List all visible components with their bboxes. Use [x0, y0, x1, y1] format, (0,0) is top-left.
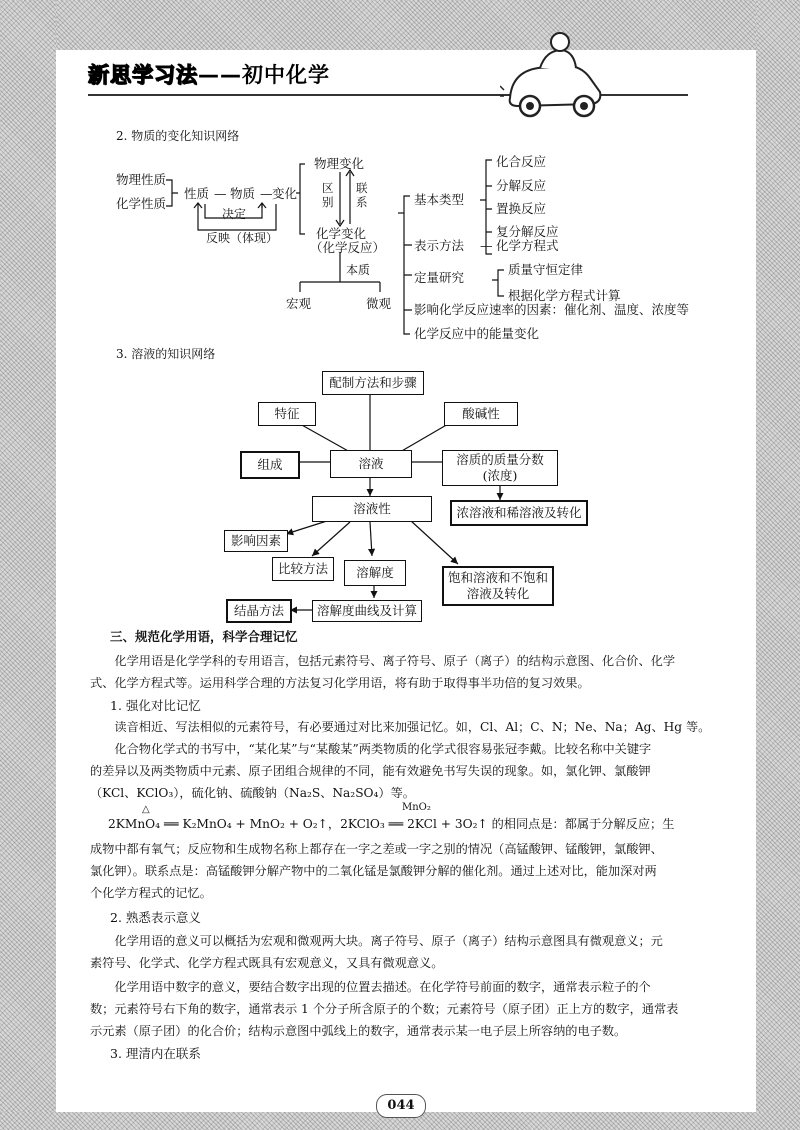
p3-line-2: 氯化钾）。联系点是：高锰酸钾分解产物中的二氧化锰是氯酸钾分解的催化剂。通过上述对比，能加深对两: [90, 864, 657, 878]
sub2-heading: 2. 熟悉表示意义: [110, 910, 201, 925]
header-title-part-a: 新思: [88, 63, 132, 87]
physical-change-node: 物理变化: [314, 156, 365, 171]
factors-box: 影响因素: [224, 530, 288, 552]
saturated-line-1: 饱和溶液和不饱和: [447, 570, 548, 585]
chemical-property-label: 化学性质: [116, 196, 167, 211]
p3-line-1: 成物中都有氧气；反应物和生成物名称上都存在一字之差或一字之别的情况（高锰酸钾、锰酸钾，氯酸钾、: [90, 842, 663, 856]
energy-change-node: 化学反应中的能量变化: [414, 326, 540, 341]
double-decomposition-reaction: 复分解反应: [496, 224, 559, 239]
section2-heading: 2. 物质的变化知识网络: [116, 129, 240, 143]
p2-paragraph: [90, 738, 730, 804]
compare-method-box: 比较方法: [272, 557, 334, 581]
chemical-change-node: 化学变化: [316, 226, 367, 241]
solution-box: 溶液: [330, 450, 412, 478]
displacement-reaction: 置换反应: [496, 201, 547, 216]
curve-calc-box: 溶解度曲线及计算: [312, 600, 422, 622]
essence-label: 本质: [346, 263, 371, 277]
physical-property-label: 物理性质: [116, 172, 167, 187]
p4-line-1: 化学用语的意义可以概括为宏观和微观两大块。离子符号、原子（离子）结构示意图具有微观意义；元: [114, 934, 663, 948]
header-title-part-b: 学习法: [132, 63, 198, 87]
solubility-property-box: 溶液性: [312, 496, 432, 522]
micro-label: 微观: [366, 296, 392, 311]
intro-line-1: 化学用语是化学学科的专用语言，包括元素符号、离子符号、原子（离子）的结构示意图、化合价、化学: [114, 654, 676, 668]
sub1-heading: 1. 强化对比记忆: [110, 698, 201, 713]
part3-heading: 三、规范化学用语，科学合理记忆: [110, 629, 298, 644]
saturated-line-2: 溶液及转化: [466, 586, 530, 601]
distinguish-char-2: 别: [322, 195, 334, 209]
relation-char-1: 联: [356, 181, 368, 195]
p2-line-1: 化合物化学式的书写中，“某化某”与“某酸某”两类物质的化学式很容易张冠李戴。比较名称中关键字: [114, 742, 652, 756]
combination-reaction: 化合反应: [496, 154, 547, 169]
change-node: 变化: [272, 186, 298, 201]
intro-line-2: 式、化学方程式等。运用科学合理的方法复习化学用语，将有助于取得事半功倍的复习效果。: [90, 676, 590, 690]
p2-line-3: （KCl、KClO₃），硫化钠、硫酸钠（Na₂S、Na₂SO₄）等。: [90, 786, 415, 800]
p4-line-2: 素符号、化学式、化学方程式既具有宏观意义，又具有微观意义。: [90, 956, 444, 970]
p3-paragraph: [90, 838, 730, 904]
p3-line-3: 个化学方程式的记忆。: [90, 886, 212, 900]
property-node: 性质: [184, 186, 210, 201]
intro-paragraph: [90, 650, 730, 694]
expression-node: 表示方法: [414, 238, 465, 253]
p4-paragraph: [90, 930, 730, 974]
header-title-part-c: 初中化学: [242, 63, 330, 87]
chain-dash-1: —: [214, 186, 227, 201]
section3-heading: 3. 溶液的知识网络: [116, 347, 216, 361]
feature-box: 特征: [258, 402, 316, 426]
rate-factors-node: 影响化学反应速率的因素：催化剂、温度、浓度等: [414, 302, 690, 317]
acid-base-box: 酸碱性: [444, 402, 518, 426]
chemical-equation-node: 化学方程式: [496, 238, 559, 253]
p1-paragraph: 读音相近、写法相似的元素符号，有必要通过对比来加强记忆。如，Cl、Al；C、N；Ne、Na；Ag、Hg 等。: [114, 720, 711, 734]
crystal-method-box: 结晶方法: [226, 599, 292, 623]
conservation-law-node: 质量守恒定律: [508, 262, 584, 277]
saturated-box: [442, 566, 554, 606]
quantitative-node: 定量研究: [414, 270, 465, 285]
p2-line-2: 的差异以及两类物质中元素、原子团组合规律的不同，能有效避免书写失误的现象。如，氯化钾、氯酸钾: [90, 764, 651, 778]
p5-paragraph: [90, 976, 730, 1042]
macro-label: 宏观: [286, 296, 312, 311]
equation-calculation-node: 根据化学方程式计算: [508, 288, 621, 303]
relation-char-2: 系: [356, 195, 368, 209]
decide-label: 决定: [222, 207, 247, 221]
p5-line-2: 数；元素符号右下角的数字，通常表示 1 个分子所含原子的个数；元素符号（原子团）正上方的数字，通常表: [90, 1002, 679, 1016]
reflect-label: 反映（体现）: [206, 231, 279, 245]
header-title-dash: ——: [198, 63, 242, 87]
composition-box: 组成: [240, 451, 300, 479]
basic-types-node: 基本类型: [414, 192, 465, 207]
mass-fraction-box: [442, 450, 558, 486]
mass-fraction-label: 溶质的质量分数: [456, 452, 544, 467]
eq-delta-mark: △: [142, 804, 150, 815]
substance-node: 物质: [230, 186, 256, 201]
chain-dash-2: —: [260, 186, 273, 201]
p5-line-1: 化学用语中数字的意义，要结合数字出现的位置去描述。在化学符号前面的数字，通常表示粒子的个: [114, 980, 651, 994]
distinguish-char-1: 区: [322, 181, 334, 195]
conc-dilute-box: 浓溶液和稀溶液及转化: [450, 500, 588, 526]
solubility-box: 溶解度: [344, 560, 406, 586]
page-number: 044: [376, 1094, 426, 1118]
p5-line-3: 示元素（原子团）的化合价；结构示意图中弧线上的数字，通常表示某一电子层上所容纳的电子数。: [90, 1024, 627, 1038]
concentration-label: (浓度): [482, 468, 518, 483]
chemical-reaction-label: （化学反应）: [310, 240, 386, 255]
expression-dash: —: [480, 238, 493, 253]
decomposition-reaction: 分解反应: [496, 178, 547, 193]
sub3-heading: 3. 理清内在联系: [110, 1046, 201, 1061]
equation-line: 2KMnO₄ ══ K₂MnO₄ + MnO₂ + O₂↑，2KClO₃ ══ 2KCl + 3O₂↑ 的相同点是：都属于分解反应；生: [108, 817, 675, 831]
prep-method-box: 配制方法和步骤: [322, 371, 424, 395]
eq-mno2-mark: MnO₂: [402, 802, 431, 813]
